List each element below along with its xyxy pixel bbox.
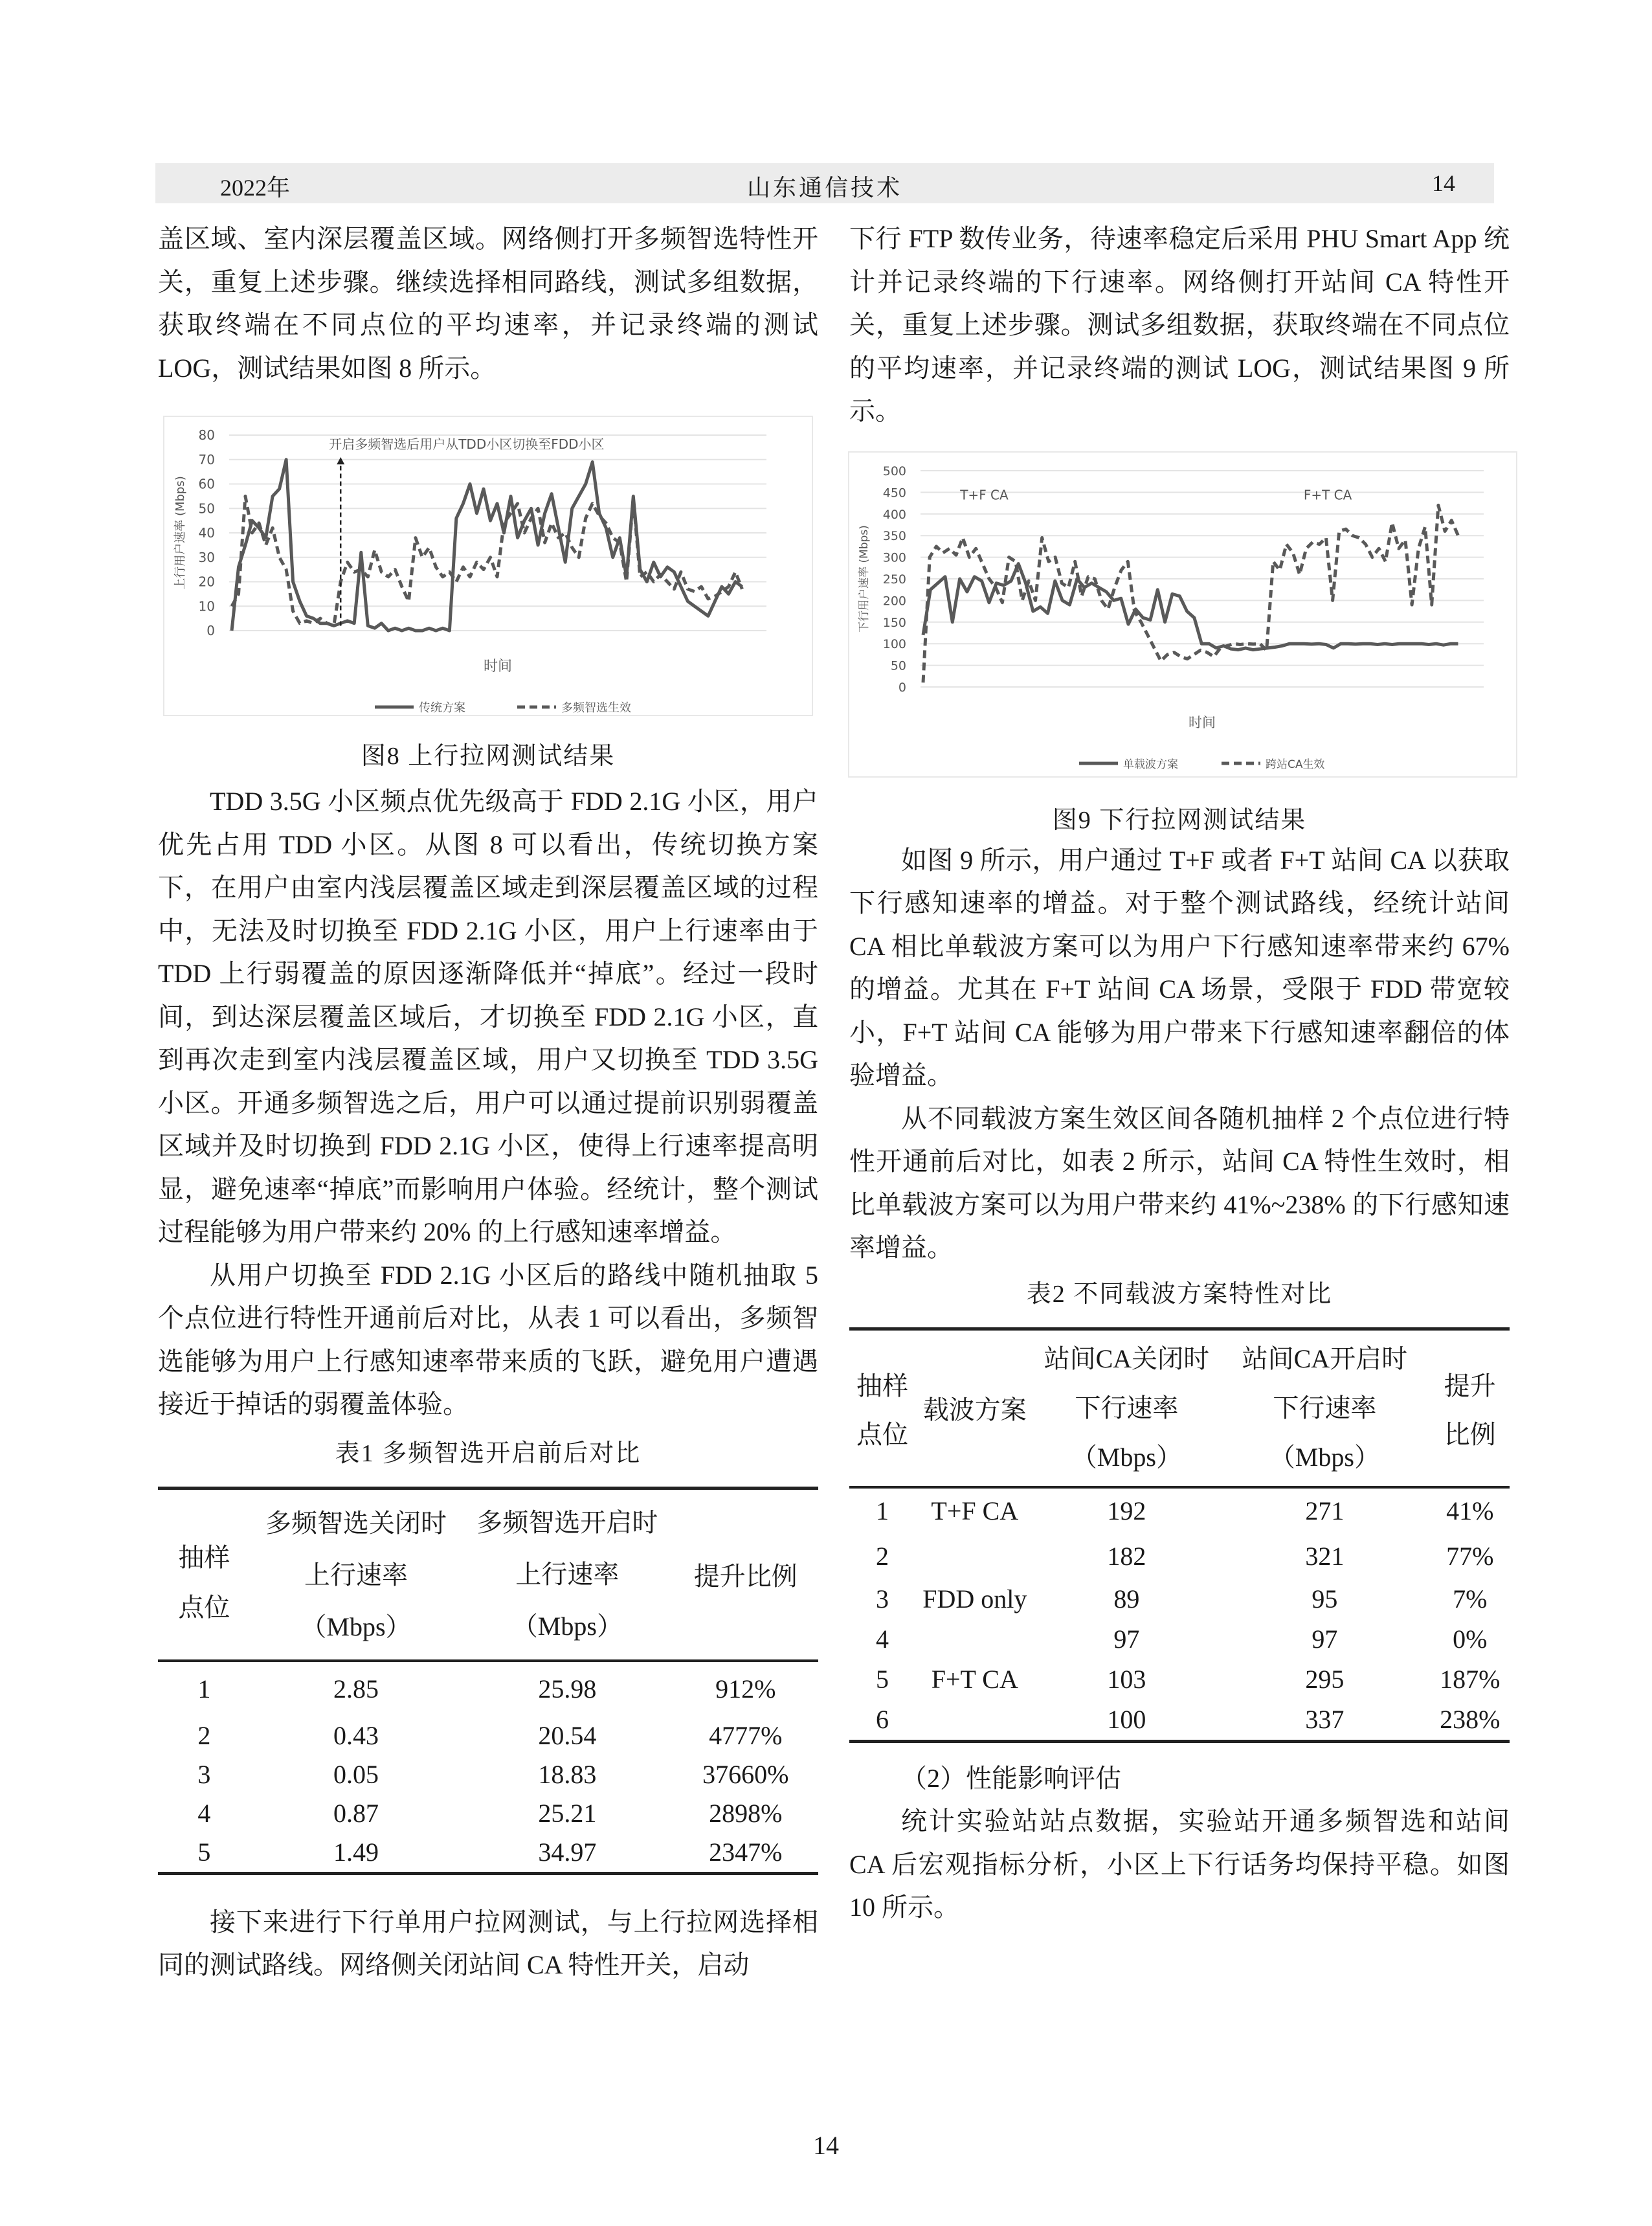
cell-scheme: F+T CA xyxy=(931,1665,1018,1694)
cell-on: 25.98 xyxy=(538,1674,597,1703)
table-row xyxy=(849,1534,1510,1579)
cell-scheme: FDD only xyxy=(922,1584,1027,1613)
y-tick-label: 100 xyxy=(882,636,906,651)
legend-label: 多频智选生效 xyxy=(561,701,631,715)
cell-point: 3 xyxy=(876,1584,889,1613)
header-text: 多频智选开启时 xyxy=(476,1507,658,1537)
header-text: 抽样 xyxy=(856,1371,908,1400)
header-text: 站间CA关闭时 xyxy=(1044,1343,1210,1373)
header-text: 下行速率 xyxy=(1075,1393,1179,1422)
cell-ratio: 41% xyxy=(1446,1496,1494,1525)
legend-label: 单载波方案 xyxy=(1123,758,1178,771)
y-tick-label: 50 xyxy=(198,500,215,517)
x-axis-label: 时间 xyxy=(1189,714,1216,730)
y-tick-label: 20 xyxy=(198,574,215,590)
table-row xyxy=(849,1579,1510,1619)
cell-off: 0.05 xyxy=(333,1760,379,1789)
table-row xyxy=(158,1755,818,1794)
cell-on: 321 xyxy=(1305,1542,1345,1571)
cell-off: 89 xyxy=(1113,1584,1140,1613)
y-tick-label: 60 xyxy=(198,476,215,492)
paragraph: 下行 FTP 数传业务，待速率稳定后采用 PHU Smart App 统计并记录终端的下行速率。网络侧打开站间 CA 特性开关，重复上述步骤。测试多组数据，获取终端在不同点位的平均速率，并记录终端的测试 LOG，测试结果图 9 所示。 xyxy=(849,224,1510,425)
cell-ratio: 187% xyxy=(1440,1665,1501,1694)
cell-ratio: 912% xyxy=(715,1674,776,1703)
header-text: 点位 xyxy=(178,1592,230,1622)
paragraph: 统计实验站站点数据，实验站开通多频智选和站间 CA 后宏观指标分析，小区上下行话务均保持平稳。如图 10 所示。 xyxy=(849,1806,1510,1922)
cell-point: 4 xyxy=(876,1625,889,1654)
y-tick-label: 50 xyxy=(890,658,906,673)
header-text: 比例 xyxy=(1444,1419,1496,1449)
y-tick-label: 150 xyxy=(882,615,906,630)
header-text: （Mbps） xyxy=(1071,1442,1182,1472)
figure-9-chart xyxy=(848,451,1517,778)
table-1-caption: 表1 多频智选开启前后对比 xyxy=(335,1439,642,1467)
table-row xyxy=(158,1661,818,1716)
cell-on: 25.21 xyxy=(538,1799,597,1828)
header-off xyxy=(1034,1329,1220,1486)
header-journal-title: 山东通信技术 xyxy=(746,175,902,201)
cell-ratio: 2347% xyxy=(673,1833,818,1874)
annotation-label: 开启多频智选后用户从TDD小区切换至FDD小区 xyxy=(329,436,605,453)
figure-8-caption: 图8 上行拉网测试结果 xyxy=(361,743,616,770)
header-on xyxy=(462,1488,673,1659)
cell-scheme: T+F CA xyxy=(931,1496,1019,1525)
x-axis-label: 时间 xyxy=(483,658,513,675)
cell-point: 5 xyxy=(158,1833,251,1874)
cell-off: 1.49 xyxy=(251,1833,462,1874)
cell-point: 1 xyxy=(876,1496,889,1525)
table-row xyxy=(849,1659,1510,1700)
header-on xyxy=(1219,1329,1430,1486)
header-text: （Mbps） xyxy=(300,1612,412,1641)
annotation-label: T+F CA xyxy=(960,487,1009,503)
header-text: 站间CA开启时 xyxy=(1242,1343,1408,1373)
cell-off: 0.87 xyxy=(333,1799,379,1828)
cell-on: 95 xyxy=(1312,1584,1338,1613)
right-column xyxy=(849,218,1510,1929)
cell-point: 2 xyxy=(197,1721,211,1750)
y-tick-label: 400 xyxy=(882,507,906,522)
cell-ratio: 238% xyxy=(1431,1700,1510,1742)
y-tick-label: 450 xyxy=(882,485,906,500)
header-text: 提升 xyxy=(1444,1371,1496,1400)
header-text: 上行速率 xyxy=(304,1560,408,1590)
uplink-chart-svg xyxy=(164,417,812,715)
cell-on: 271 xyxy=(1305,1496,1345,1525)
cell-ratio: 0% xyxy=(1453,1625,1488,1654)
table-row xyxy=(849,1619,1510,1659)
cell-off: 103 xyxy=(1107,1665,1146,1694)
table-row xyxy=(849,1700,1510,1742)
header-point xyxy=(849,1329,915,1486)
header-ratio xyxy=(1431,1329,1510,1486)
legend-label: 跨站CA生效 xyxy=(1266,758,1325,771)
header-ratio: 提升比例 xyxy=(673,1488,818,1659)
cell-on: 18.83 xyxy=(538,1760,597,1789)
header-text: （Mbps） xyxy=(511,1611,623,1641)
y-tick-label: 250 xyxy=(882,572,906,587)
running-header xyxy=(155,163,1494,203)
table-2-caption: 表2 不同载波方案特性对比 xyxy=(1026,1280,1333,1308)
y-tick-label: 80 xyxy=(198,427,215,443)
paragraph: 接下来进行下行单用户拉网测试，与上行拉网选择相同的测试路线。网络侧关闭站间 CA 特性开关，启动 xyxy=(158,1907,818,1979)
cell-on: 34.97 xyxy=(462,1833,673,1874)
paragraph: 从不同载波方案生效区间各随机抽样 2 个点位进行特性开通前后对比，如表 2 所示，站间 CA 特性生效时，相比单载波方案可以为用户带来约 41%~238% 的下行感知速率增益。 xyxy=(849,1103,1510,1262)
header-point xyxy=(158,1488,251,1659)
cell-off: 192 xyxy=(1107,1496,1146,1525)
header-text: 多频智选关闭时 xyxy=(265,1508,447,1538)
header-text: （Mbps） xyxy=(1269,1442,1380,1472)
cell-ratio: 7% xyxy=(1453,1584,1488,1613)
y-tick-label: 0 xyxy=(898,680,906,695)
header-text: 点位 xyxy=(856,1419,908,1449)
table-1 xyxy=(158,1487,818,1875)
cell-ratio: 4777% xyxy=(709,1721,783,1750)
cell-point: 2 xyxy=(876,1542,889,1571)
y-tick-label: 30 xyxy=(198,549,215,565)
cell-scheme xyxy=(915,1534,1034,1579)
annotation-label: F+T CA xyxy=(1303,487,1352,503)
cell-off: 0.43 xyxy=(333,1721,379,1750)
cell-on: 295 xyxy=(1305,1665,1345,1694)
cell-ratio: 77% xyxy=(1446,1542,1494,1571)
cell-ratio: 37660% xyxy=(702,1760,789,1789)
cell-ratio: 2898% xyxy=(709,1799,783,1828)
header-text: 抽样 xyxy=(178,1542,230,1572)
series-line-1 xyxy=(232,460,742,631)
series-line-1 xyxy=(923,563,1458,649)
cell-point: 4 xyxy=(197,1799,211,1828)
y-tick-label: 350 xyxy=(882,528,906,543)
table-row xyxy=(849,1487,1510,1534)
y-tick-label: 40 xyxy=(198,525,215,541)
paragraph: 盖区域、室内深层覆盖区域。网络侧打开多频智选特性开关，重复上述步骤。继续选择相同路线，测试多组数据，获取终端在不同点位的平均速率，并记录终端的测试 LOG，测试结果如图 8 所示。 xyxy=(158,224,818,383)
cell-point: 1 xyxy=(197,1674,211,1703)
left-column xyxy=(158,218,818,1987)
y-tick-label: 0 xyxy=(206,623,215,638)
paragraph: 从用户切换至 FDD 2.1G 小区后的路线中随机抽取 5 个点位进行特性开通前后对比，从表 1 可以看出，多频智选能够为用户上行感知速率带来质的飞跃，避免用户遭遇接近于掉话的弱覆盖体验。 xyxy=(158,1260,818,1419)
cell-on: 20.54 xyxy=(538,1721,597,1750)
cell-off: 100 xyxy=(1034,1700,1220,1742)
cell-off: 182 xyxy=(1107,1542,1146,1571)
figure-8-chart xyxy=(163,416,813,716)
figure-9-caption: 图9 下行拉网测试结果 xyxy=(1052,806,1307,834)
header-year: 2022年 xyxy=(220,175,291,201)
table-row xyxy=(158,1716,818,1755)
section-heading: （2）性能影响评估 xyxy=(901,1763,1121,1793)
y-axis-label: 下行用户速率 (Mbps) xyxy=(858,524,871,633)
header-text: 上行速率 xyxy=(515,1559,620,1589)
annotation-arrow-head xyxy=(337,457,344,464)
table-2 xyxy=(849,1327,1510,1743)
header-text: 下行速率 xyxy=(1273,1393,1377,1422)
header-scheme: 载波方案 xyxy=(915,1329,1034,1486)
cell-scheme xyxy=(915,1700,1034,1742)
paragraph: TDD 3.5G 小区频点优先级高于 FDD 2.1G 小区，用户优先占用 TDD 小区。从图 8 可以看出，传统切换方案下，在用户由室内浅层覆盖区域走到深层覆盖区域的过程中，无法及时切换至 FDD 2.1G 小区，用户上行速率由于 TDD 上行弱覆盖的原因逐渐降低并“掉底”。经过一段时间，到达深层覆盖区域后，才切换至 FDD 2.1G 小区，直到再次走到室内浅层覆盖区域，用户又切换至 TDD 3.5G 小区。开通多频智选之后，用户可以通过提前识别弱覆盖区域并及时切换到 FDD 2.1G 小区，使得上行速率提高明显，避免速率“掉底”而影响用户体验。经统计，整个测试过程能够为用户带来约 20% 的上行感知速率增益。 xyxy=(158,787,818,1246)
footer-page-number: 14 xyxy=(813,2131,839,2160)
y-tick-label: 10 xyxy=(198,598,215,614)
table-row xyxy=(158,1833,818,1874)
y-tick-label: 200 xyxy=(882,593,906,608)
paragraph: 如图 9 所示，用户通过 T+F 或者 F+T 站间 CA 以获取下行感知速率的增益。对于整个测试路线，经统计站间 CA 相比单载波方案可以为用户下行感知速率带来约 67% 的增益。尤其在 F+T 站间 CA 场景，受限于 FDD 带宽较小，F+T 站间 CA 能够为用户带来下行感知速率翻倍的体验增益。 xyxy=(849,845,1510,1090)
cell-off: 97 xyxy=(1113,1625,1140,1654)
y-tick-label: 500 xyxy=(882,464,906,478)
series-line-2 xyxy=(923,505,1458,682)
y-tick-label: 300 xyxy=(882,550,906,565)
cell-point: 5 xyxy=(876,1665,889,1694)
y-tick-label: 70 xyxy=(198,451,215,467)
cell-on: 97 xyxy=(1312,1625,1338,1654)
table-row xyxy=(158,1794,818,1833)
downlink-chart-svg xyxy=(849,453,1516,776)
cell-scheme xyxy=(915,1619,1034,1659)
cell-point: 6 xyxy=(849,1700,915,1742)
legend-label: 传统方案 xyxy=(419,701,465,715)
cell-off: 2.85 xyxy=(333,1674,379,1703)
header-page-number: 14 xyxy=(1432,170,1455,196)
cell-point: 3 xyxy=(197,1760,211,1789)
y-axis-label: 上行用户速率 (Mbps) xyxy=(173,476,187,590)
header-off xyxy=(251,1488,462,1659)
cell-on: 337 xyxy=(1219,1700,1430,1742)
